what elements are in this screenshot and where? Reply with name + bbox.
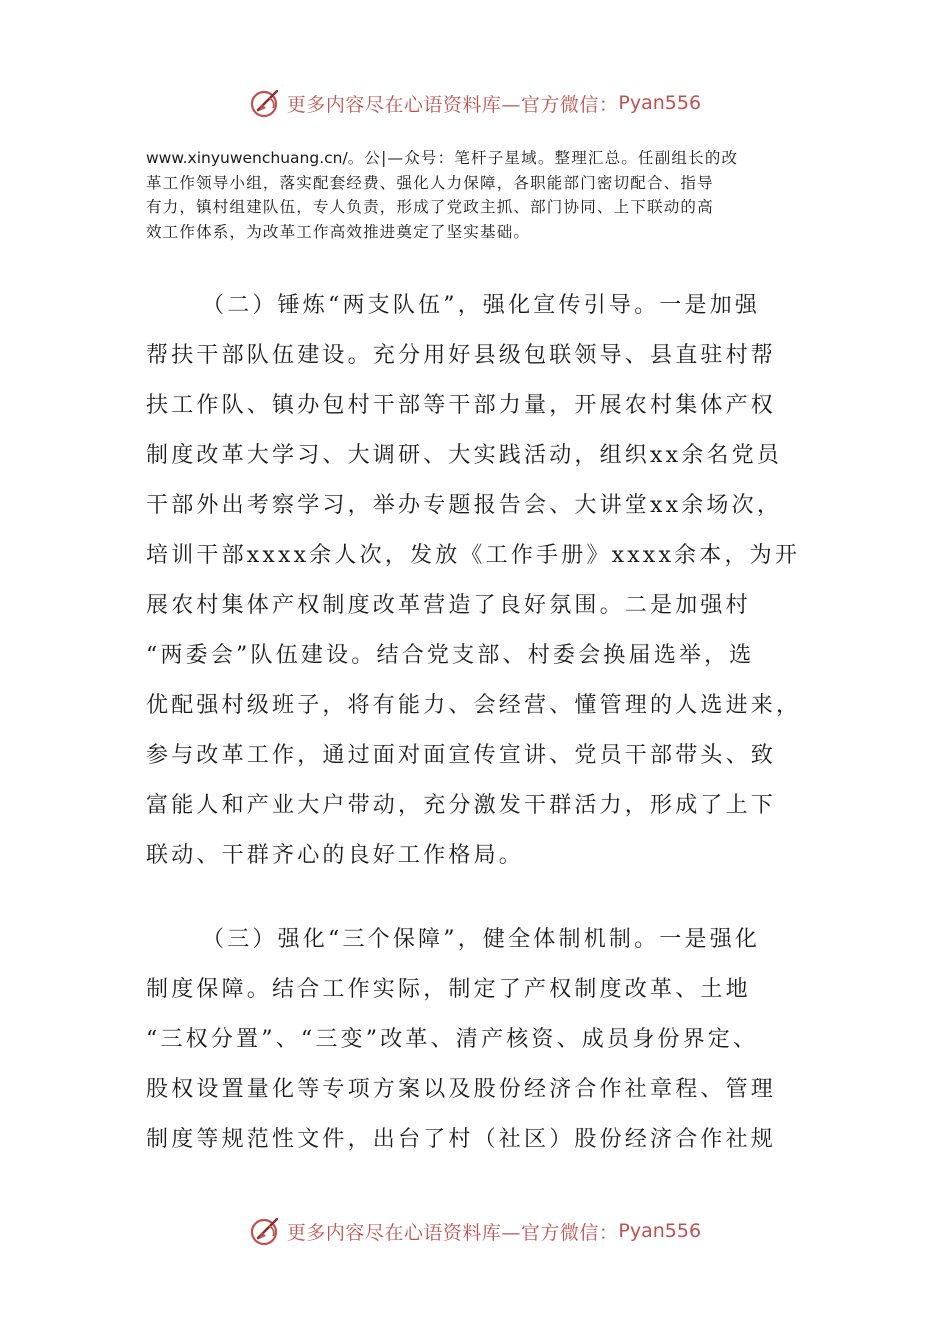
- section-two-line: 扶工作队、镇办包村干部等干部力量，开展农村集体产权: [146, 393, 777, 418]
- section-two-line: 富能人和产业大户带动，充分激发干群活力，形成了上下: [146, 793, 777, 818]
- pen-logo-icon: [249, 1214, 283, 1248]
- section-two-line: 参与改革工作，通过面对面宣传宣讲、党员干部带头、致: [146, 743, 777, 768]
- section-three-line: “三权分置”、“三变”改革、清产核资、成员身份界定、: [146, 1027, 759, 1052]
- section-two-line: 干部外出考察学习，举办专题报告会、大讲堂xx余场次，: [146, 493, 783, 518]
- intro-line: 有力，镇村组建队伍，专人负责，形成了党政主抓、部门协同、上下联动的高: [146, 198, 714, 216]
- section-two-line: 帮扶干部队伍建设。充分用好县级包联领导、县直驻村帮: [146, 343, 777, 368]
- section-three-paragraph: [146, 915, 806, 1165]
- header-banner: [0, 83, 950, 123]
- intro-line: 革工作领导小组，落实配套经费、强化人力保障，各职能部门密切配合、指导: [146, 173, 714, 192]
- section-two-line: 培训干部xxxx余人次，发放《工作手册》xxxx余本，为开: [146, 543, 801, 568]
- pen-logo-icon: [249, 86, 283, 120]
- source-url: www.xinyuwenchuang.cn/: [146, 149, 348, 167]
- intro-line: 效工作体系，为改革工作高效推进奠定了坚实基础。: [146, 222, 531, 241]
- section-two-paragraph: [146, 281, 806, 881]
- footer-wechat-id: Pyan556: [618, 1220, 702, 1242]
- section-three-line: 制度等规范性文件，出台了村（社区）股份经济合作社规: [146, 1127, 777, 1152]
- section-two-line: 联动、干群齐心的良好工作格局。: [146, 843, 525, 868]
- section-three-line: 制度保障。结合工作实际，制定了产权制度改革、土地: [146, 977, 751, 1002]
- section-two-line: 制度改革大学习、大调研、大实践活动，组织xx余名党员: [146, 443, 783, 468]
- section-three-line: 股权设置量化等专项方案以及股份经济合作社章程、管理: [146, 1077, 777, 1102]
- footer-banner: [0, 1211, 950, 1251]
- intro-line-1-rest: 。公|—众号：笔杆子星域。整理汇总。任副组长的改: [347, 149, 739, 167]
- section-two-line: “两委会”队伍建设。结合党支部、村委会换届选举，选: [146, 643, 755, 668]
- section-three-line: （三）强化“三个保障”，健全体制机制。一是强化: [202, 927, 761, 952]
- header-wechat-id: Pyan556: [618, 92, 702, 114]
- intro-line-1: [146, 146, 806, 171]
- section-two-line: 展农村集体产权制度改革营造了良好氛围。二是加强村: [146, 593, 751, 618]
- footer-banner-text: 更多内容尽在心语资料库—官方微信：: [286, 1221, 619, 1244]
- intro-paragraph: [146, 146, 806, 244]
- section-two-line: （二）锤炼“两支队伍”，强化宣传引导。一是加强: [202, 293, 761, 318]
- header-banner-text: 更多内容尽在心语资料库—官方微信：: [286, 93, 619, 116]
- section-two-line: 优配强村级班子，将有能力、会经营、懂管理的人选进来，: [146, 693, 802, 718]
